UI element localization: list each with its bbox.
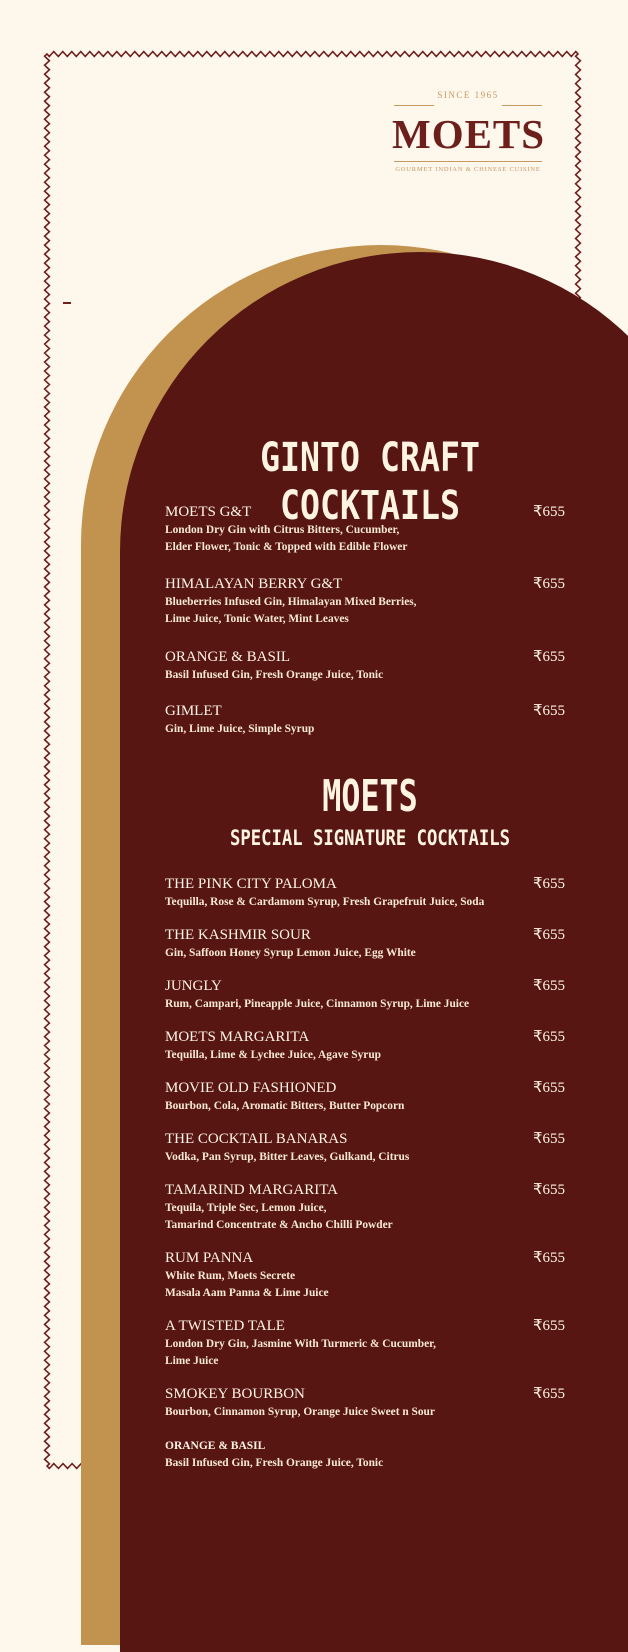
menu-item — [165, 927, 575, 962]
logo-brand-name: MOETS — [392, 111, 546, 157]
item-name: MOETS G&T — [165, 504, 252, 520]
item-price: ₹655 — [532, 649, 565, 665]
item-description: Bourbon, Cinnamon Syrup, Orange Juice Sweet n Sour — [165, 1406, 435, 1418]
item-name: MOETS MARGARITA — [165, 1029, 310, 1045]
item-price: ₹655 — [532, 703, 565, 719]
item-name: GIMLET — [165, 703, 222, 719]
item-description: Vodka, Pan Syrup, Bitter Leaves, Gulkand, Citrus — [165, 1151, 410, 1163]
logo-since-text: SINCE 1965 — [437, 90, 499, 100]
item-description-line2: Tamarind Concentrate & Ancho Chilli Powder — [165, 1219, 393, 1231]
menu-item — [165, 504, 575, 556]
item-description: Rum, Campari, Pineapple Juice, Cinnamon Syrup, Lime Juice — [165, 998, 470, 1010]
item-price: ₹655 — [532, 1029, 565, 1045]
item-price: ₹655 — [532, 1386, 565, 1402]
item-description: Gin, Lime Juice, Simple Syrup — [165, 723, 315, 735]
item-description: Tequilla, Lime & Lychee Juice, Agave Syrup — [165, 1049, 382, 1061]
menu-item — [165, 1438, 575, 1472]
menu-item — [165, 1250, 575, 1302]
item-name: THE PINK CITY PALOMA — [165, 876, 337, 892]
section-title-moets: MOETS — [322, 771, 418, 822]
item-description: Blueberries Infused Gin, Himalayan Mixed Berries, — [165, 596, 417, 608]
item-name: THE KASHMIR SOUR — [165, 927, 311, 943]
item-description-line2: Masala Aam Panna & Lime Juice — [165, 1287, 329, 1299]
item-name: JUNGLY — [165, 978, 222, 994]
item-name: RUM PANNA — [165, 1250, 254, 1266]
item-price: ₹655 — [532, 876, 565, 892]
item-name: ORANGE & BASIL — [165, 1440, 266, 1452]
menu-item — [165, 1386, 575, 1421]
item-price: ₹655 — [532, 1182, 565, 1198]
item-name: TAMARIND MARGARITA — [165, 1182, 339, 1198]
menu-item — [165, 1318, 575, 1370]
item-price: ₹655 — [532, 1131, 565, 1147]
item-description: Tequilla, Rose & Cardamom Syrup, Fresh Grapefruit Juice, Soda — [165, 896, 485, 908]
item-description-line2: Lime Juice — [165, 1355, 219, 1367]
item-name: ORANGE & BASIL — [165, 649, 291, 665]
menu-item — [165, 1182, 575, 1234]
item-description: Bourbon, Cola, Aromatic Bitters, Butter Popcorn — [165, 1100, 405, 1112]
section-subtitle-signature: SPECIAL SIGNATURE COCKTAILS — [230, 826, 510, 850]
menu-item — [165, 978, 575, 1013]
menu-item — [165, 576, 575, 628]
menu-item — [165, 1029, 575, 1064]
item-price: ₹655 — [532, 978, 565, 994]
item-price: ₹655 — [532, 576, 565, 592]
menu-item — [165, 649, 575, 684]
item-description: Tequila, Triple Sec, Lemon Juice, — [165, 1202, 327, 1214]
item-price: ₹655 — [532, 1250, 565, 1266]
item-name: HIMALAYAN BERRY G&T — [165, 576, 343, 592]
menu-item — [165, 1080, 575, 1115]
item-description: London Dry Gin with Citrus Bitters, Cucumber, — [165, 524, 400, 536]
menu-item — [165, 876, 575, 911]
section-title-ginto: GINTO CRAFT COCKTAILS — [260, 435, 480, 529]
logo-tagline: GOURMET INDIAN & CHINESE CUISINE — [395, 166, 541, 173]
item-description: White Rum, Moets Secrete — [165, 1270, 296, 1282]
item-description: Basil Infused Gin, Fresh Orange Juice, Tonic — [165, 669, 384, 681]
item-name: MOVIE OLD FASHIONED — [165, 1080, 337, 1096]
item-description: Basil Infused Gin, Fresh Orange Juice, Tonic — [165, 1457, 384, 1469]
item-name: A TWISTED TALE — [165, 1318, 285, 1334]
item-name: SMOKEY BOURBON — [165, 1386, 305, 1402]
item-price: ₹655 — [532, 1318, 565, 1334]
item-description-line2: Lime Juice, Tonic Water, Mint Leaves — [165, 613, 349, 625]
item-price: ₹655 — [532, 927, 565, 943]
item-description: London Dry Gin, Jasmine With Turmeric & Cucumber, — [165, 1338, 436, 1350]
item-description-line2: Elder Flower, Tonic & Topped with Edible Flower — [165, 541, 408, 553]
item-description: Gin, Saffoon Honey Syrup Lemon Juice, Egg White — [165, 947, 416, 959]
item-price: ₹655 — [532, 1080, 565, 1096]
item-name: THE COCKTAIL BANARAS — [165, 1131, 348, 1147]
item-price: ₹655 — [532, 504, 565, 520]
menu-item — [165, 1131, 575, 1166]
menu-item — [165, 703, 575, 738]
